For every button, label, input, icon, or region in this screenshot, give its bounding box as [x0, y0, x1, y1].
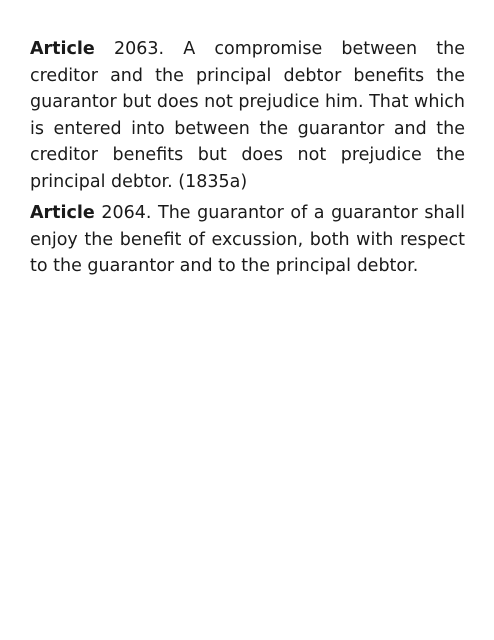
article-text: A compromise between the creditor and the principal debtor benefits the guarantor but does not prejudice him. That which is entered into between the guarantor and the creditor benefits but does not prejudice the principal debtor. (1835a)	[30, 39, 465, 192]
article-text: The guarantor of a guarantor shall enjoy the benefit of excussion, both with respect to the guarantor and to the principal debtor.	[30, 203, 465, 276]
article-label: Article	[30, 203, 95, 223]
article-2063	[30, 36, 465, 195]
document-page	[30, 36, 465, 285]
article-label: Article	[30, 39, 95, 59]
article-2064	[30, 200, 465, 280]
article-number: 2063.	[113, 39, 165, 59]
article-number: 2064.	[101, 203, 152, 223]
